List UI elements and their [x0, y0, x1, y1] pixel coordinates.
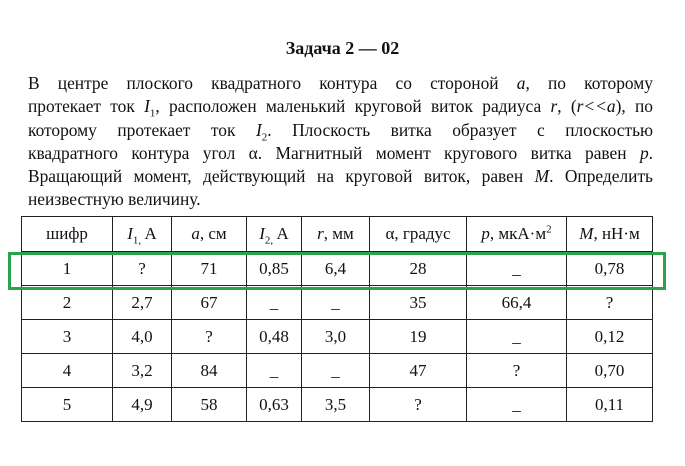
cell-p: 66,4 [467, 286, 567, 320]
header-subscript: 2, [264, 234, 274, 247]
cell-a: 67 [172, 286, 247, 320]
cell-i1: 2,7 [113, 286, 172, 320]
header-unit: , мм [323, 224, 354, 243]
cell-i2: 0,48 [247, 320, 302, 354]
text-fragment: . Плоскость витка образует с плоскостью [267, 119, 653, 140]
text-fragment: . Определить [549, 166, 653, 187]
cell-m: 0,11 [567, 388, 653, 422]
text-fragment: , ( [557, 96, 577, 117]
header-alpha: α, градус [370, 217, 467, 252]
table-row [22, 320, 653, 354]
header-r [302, 217, 370, 252]
problem-line-5 [28, 165, 653, 188]
header-superscript: 2 [546, 223, 552, 236]
text-fragment: , по которому [525, 73, 654, 93]
table-body [22, 252, 653, 422]
problem-line-1 [28, 72, 653, 95]
cell-i2: 0,85 [247, 252, 302, 286]
header-unit: , мкА·м [489, 224, 547, 243]
problem-text [28, 72, 653, 212]
cell-alpha: 28 [370, 252, 467, 286]
cell-i1: 4,0 [113, 320, 172, 354]
cell-r: _ [302, 354, 370, 388]
cell-i2: 0,63 [247, 388, 302, 422]
problem-line-6 [28, 188, 653, 211]
symbol-i: I [144, 96, 150, 117]
cell-alpha: 47 [370, 354, 467, 388]
header-symbol: p [481, 224, 490, 243]
condition: r<<a [576, 96, 616, 117]
cell-i2: _ [247, 354, 302, 388]
cell-a: ? [172, 320, 247, 354]
cell-alpha: ? [370, 388, 467, 422]
header-unit: A [273, 224, 289, 243]
header-subscript: 1, [132, 234, 142, 247]
cell-p: _ [467, 252, 567, 286]
cell-a: 58 [172, 388, 247, 422]
text-fragment: протекает ток [28, 96, 145, 117]
cell-m: 0,12 [567, 320, 653, 354]
cell-alpha: 19 [370, 320, 467, 354]
symbol-a: a [516, 73, 526, 93]
problem-title: Задача 2 — 02 [285, 38, 400, 58]
cell-p: ? [467, 354, 567, 388]
table-row [22, 252, 653, 286]
header-cipher: шифр [22, 217, 113, 252]
text-fragment: , расположен маленький круговой виток радиуса [155, 96, 551, 117]
problem-line-3 [28, 119, 653, 142]
symbol-r: r [550, 96, 558, 117]
table-row [22, 388, 653, 422]
table-header-row [22, 217, 653, 252]
cell-i1: ? [113, 252, 172, 286]
text-fragment: В центре плоского квадратного контура со стороной [28, 73, 517, 93]
header-a [172, 217, 247, 252]
cell-m: 0,78 [567, 252, 653, 286]
table-row [22, 354, 653, 388]
header-i2 [247, 217, 302, 252]
header-i1 [113, 217, 172, 252]
header-p [467, 217, 567, 252]
cell-a: 84 [172, 354, 247, 388]
cell-r: 3,0 [302, 320, 370, 354]
header-symbol: r [317, 224, 324, 243]
text-fragment: квадратного контура угол α. Магнитный момент кругового витка равен [28, 142, 640, 163]
cell-r: _ [302, 286, 370, 320]
problem-line-2 [28, 95, 653, 118]
cell-a: 71 [172, 252, 247, 286]
text-fragment: которому протекает ток [28, 119, 256, 140]
header-symbol: I [259, 224, 265, 243]
subscript: 1 [149, 107, 156, 120]
header-unit: , нН·м [593, 224, 640, 243]
header-m [567, 217, 653, 252]
cell-m: 0,70 [567, 354, 653, 388]
header-unit: , см [199, 224, 227, 243]
subscript: 2 [261, 131, 268, 144]
cell-r: 3,5 [302, 388, 370, 422]
cell-cipher: 2 [22, 286, 113, 320]
variants-table [21, 216, 653, 422]
cell-r: 6,4 [302, 252, 370, 286]
cell-cipher: 1 [22, 252, 113, 286]
cell-alpha: 35 [370, 286, 467, 320]
cell-i2: _ [247, 286, 302, 320]
text-fragment: неизвестную величину. [28, 189, 201, 210]
cell-i1: 3,2 [113, 354, 172, 388]
header-symbol: M [579, 224, 594, 243]
problem-line-4 [28, 142, 653, 165]
header-symbol: a [191, 224, 200, 243]
cell-cipher: 4 [22, 354, 113, 388]
symbol-p: p [639, 142, 649, 163]
cell-cipher: 5 [22, 388, 113, 422]
cell-p: _ [467, 388, 567, 422]
table-row [22, 286, 653, 320]
symbol-i: I [255, 119, 262, 140]
cell-p: _ [467, 320, 567, 354]
cell-cipher: 3 [22, 320, 113, 354]
text-fragment: Вращающий момент, действующий на круговой виток, равен [28, 166, 535, 187]
header-unit: A [141, 224, 157, 243]
text-fragment: . [648, 142, 653, 163]
cell-i1: 4,9 [113, 388, 172, 422]
header-symbol: I [127, 224, 133, 243]
text-fragment: ), по [615, 96, 653, 117]
symbol-m: M [534, 166, 550, 187]
cell-m: ? [567, 286, 653, 320]
